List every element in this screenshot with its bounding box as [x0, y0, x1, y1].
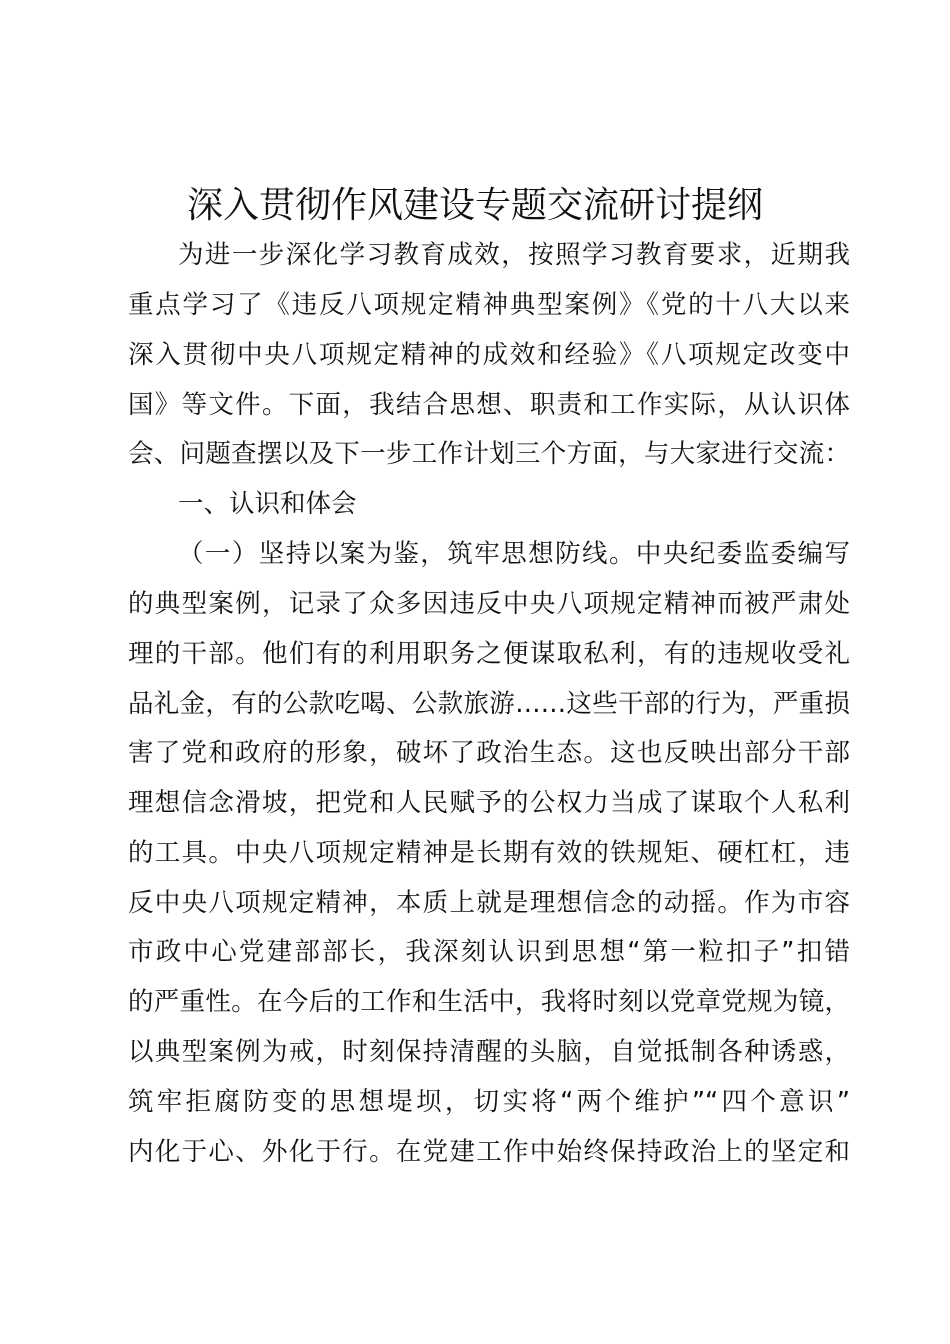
paragraph-line: 会、问题查摆以及下一步工作计划三个方面，与大家进行交流：: [128, 439, 850, 469]
paragraph-line: 的典型案例，记录了众多因违反中央八项规定精神而被严肃处: [128, 589, 850, 619]
paragraph-line: 反中央八项规定精神，本质上就是理想信念的动摇。作为市容: [128, 888, 850, 918]
paragraph-line: 为进一步深化学习教育成效，按照学习教育要求，近期我: [178, 240, 850, 270]
paragraph-line: 理的干部。他们有的利用职务之便谋取私利，有的违规收受礼: [128, 639, 850, 669]
paragraph-line: 的工具。中央八项规定精神是长期有效的铁规矩、硬杠杠，违: [128, 838, 850, 868]
paragraph-line: （一）坚持以案为鉴，筑牢思想防线。中央纪委监委编写: [178, 539, 850, 569]
paragraph-line: 深入贯彻中央八项规定精神的成效和经验》《八项规定改变中: [128, 340, 850, 370]
document-title: 深入贯彻作风建设专题交流研讨提纲: [186, 185, 763, 226]
paragraph-line: 品礼金，有的公款吃喝、公款旅游……这些干部的行为，严重损: [128, 689, 850, 719]
section-heading: 一、认识和体会: [178, 489, 357, 519]
paragraph-line: 理想信念滑坡，把党和人民赋予的公权力当成了谋取个人私利: [128, 788, 850, 818]
paragraph-line: 的严重性。在今后的工作和生活中，我将时刻以党章党规为镜，: [128, 987, 850, 1017]
paragraph-line: 以典型案例为戒，时刻保持清醒的头脑，自觉抵制各种诱惑，: [128, 1037, 850, 1067]
paragraph-line: 重点学习了《违反八项规定精神典型案例》《党的十八大以来: [128, 290, 850, 320]
paragraph-line: 害了党和政府的形象，破坏了政治生态。这也反映出部分干部: [128, 738, 850, 768]
paragraph-line: 国》等文件。下面，我结合思想、职责和工作实际，从认识体: [128, 390, 850, 420]
paragraph-line: 筑牢拒腐防变的思想堤坝，切实将“两个维护”“四个意识”: [128, 1087, 850, 1117]
paragraph-line: 内化于心、外化于行。在党建工作中始终保持政治上的坚定和: [128, 1137, 850, 1167]
paragraph-line: 市政中心党建部部长，我深刻认识到思想“第一粒扣子”扣错: [128, 937, 850, 967]
